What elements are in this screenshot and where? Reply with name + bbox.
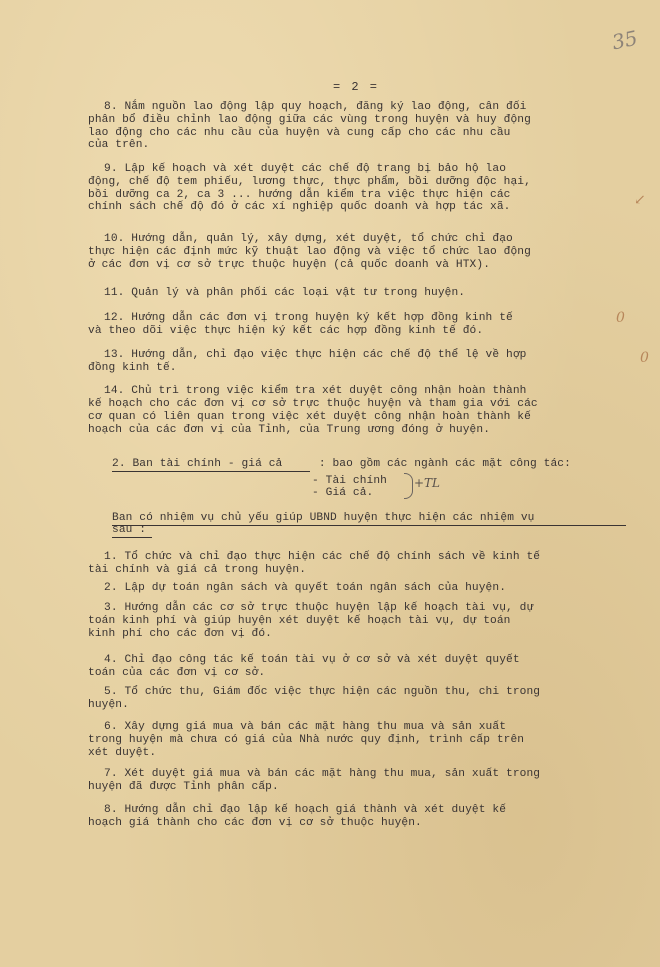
brace-mark <box>404 473 413 499</box>
margin-mark-zero-1: 0 <box>616 310 625 326</box>
list-item-13-line-2: đồng kinh tế. <box>88 362 177 374</box>
task-5-line-1: 5. Tổ chức thu, Giám đốc việc thực hiện các nguồn thu, chi trong <box>104 686 541 698</box>
task-8-line-2: hoạch giá thành cho các đơn vị cơ sở thuộc huyện. <box>88 817 422 829</box>
task-6-line-1: 6. Xây dựng giá mua và bán các mặt hàng thu mua và sản xuất <box>104 721 507 733</box>
page-number: = 2 = <box>333 80 380 94</box>
list-item-10-line-3: ở các đơn vị cơ sở trực thuộc huyện (cả quốc doanh và HTX). <box>88 259 491 271</box>
list-item-14-line-4: hoạch của các đơn vị của Tỉnh, của Trung ương đóng ở huyện. <box>88 424 491 436</box>
list-item-9-line-3: bồi dưỡng ca 2, ca 3 ... hướng dẫn kiểm tra việc thực hiện các <box>88 189 511 201</box>
list-item-14-line-3: cơ quan có liên quan trong việc xét duyệt công nhận hoàn thành kế <box>88 411 531 423</box>
list-item-10-line-1: 10. Hướng dẫn, quản lý, xây dựng, xét duyệt, tổ chức chỉ đạo <box>104 233 513 245</box>
section-intro-line-2: sau : <box>112 524 147 536</box>
task-1-line-1: 1. Tổ chức và chỉ đạo thực hiện các chế độ chính sách về kinh tế <box>104 551 541 563</box>
list-item-8-line-2: phân bổ điều chỉnh lao động giữa các vùng trong huyện và huy động <box>88 114 531 126</box>
section-intro-underline-2 <box>112 537 152 538</box>
corner-annotation: 35 <box>609 25 640 55</box>
section-heading-rest: : bao gồm các ngành các mặt công tác: <box>312 458 571 470</box>
section-intro-line-1: Ban có nhiệm vụ chủ yếu giúp UBND huyện thực hiện các nhiệm vụ <box>112 512 535 524</box>
task-4-line-2: toán của các đơn vị cơ sở. <box>88 667 266 679</box>
section-intro-underline-1 <box>112 525 626 526</box>
task-6-line-3: xét duyệt. <box>88 747 157 759</box>
list-item-8-line-3: lao động cho các nhu cầu của huyện và cung cấp cho các nhu cầu <box>88 127 511 139</box>
task-7-line-2: huyện đã được Tỉnh phân cấp. <box>88 781 279 793</box>
list-item-8-line-1: 8. Nắm nguồn lao động lập quy hoạch, đăng ký lao động, cân đối <box>104 101 527 113</box>
section-sub-finance: - Tài chính <box>312 475 387 487</box>
task-3-line-1: 3. Hướng dẫn các cơ sở trực thuộc huyện lập kế hoạch tài vụ, dự <box>104 602 534 614</box>
list-item-9-line-1: 9. Lập kế hoạch và xét duyệt các chế độ trang bị bảo hộ lao <box>104 163 507 175</box>
margin-mark-arrow: ↙ <box>634 192 646 208</box>
task-2-line-1: 2. Lập dự toán ngân sách và quyết toán ngân sách của huyện. <box>104 582 507 594</box>
list-item-9-line-2: động, chế độ tem phiếu, lương thực, thực phẩm, bồi dưỡng độc hại, <box>88 176 531 188</box>
list-item-12-line-2: và theo dõi việc thực hiện ký kết các hợp đồng kinh tế đó. <box>88 325 484 337</box>
task-7-line-1: 7. Xét duyệt giá mua và bán các mặt hàng thu mua, sản xuất trong <box>104 768 541 780</box>
task-3-line-3: kinh phí cho các đơn vị đó. <box>88 628 272 640</box>
list-item-9-line-4: chính sách chế độ đó ở các xí nghiệp quốc doanh và hợp tác xã. <box>88 201 511 213</box>
list-item-13-line-1: 13. Hướng dẫn, chỉ đạo việc thực hiện các chế độ thể lệ về hợp <box>104 349 527 361</box>
task-4-line-1: 4. Chỉ đạo công tác kế toán tài vụ ở cơ sở và xét duyệt quyết <box>104 654 520 666</box>
list-item-11-line-1: 11. Quản lý và phân phối các loại vật tư trong huyện. <box>104 287 466 299</box>
list-item-12-line-1: 12. Hướng dẫn các đơn vị trong huyện ký kết hợp đồng kinh tế <box>104 312 513 324</box>
list-item-14-line-2: kế hoạch cho các đơn vị cơ sở trực thuộc huyện và tham gia với các <box>88 398 538 410</box>
brace-note: +TL <box>414 476 441 490</box>
task-5-line-2: huyện. <box>88 699 129 711</box>
list-item-10-line-2: thực hiện các định mức kỹ thuật lao động và việc tổ chức lao động <box>88 246 531 258</box>
margin-mark-zero-2: 0 <box>640 350 649 366</box>
list-item-14-line-1: 14. Chủ trì trong việc kiểm tra xét duyệt công nhận hoàn thành <box>104 385 527 397</box>
task-6-line-2: trong huyện mà chưa có giá của Nhà nước quy định, trình cấp trên <box>88 734 525 746</box>
list-item-8-line-4: của trên. <box>88 139 150 151</box>
section-heading: 2. Ban tài chính - giá cả <box>112 458 283 470</box>
section-sub-prices: - Giá cả. <box>312 487 374 499</box>
task-8-line-1: 8. Hướng dẫn chỉ đạo lập kế hoạch giá thành và xét duyệt kế <box>104 804 507 816</box>
task-1-line-2: tài chính và giá cả trong huyện. <box>88 564 307 576</box>
section-heading-underline <box>112 471 310 472</box>
task-3-line-2: toán kinh phí và giúp huyện xét duyệt kế hoạch tài vụ, dự toán <box>88 615 511 627</box>
